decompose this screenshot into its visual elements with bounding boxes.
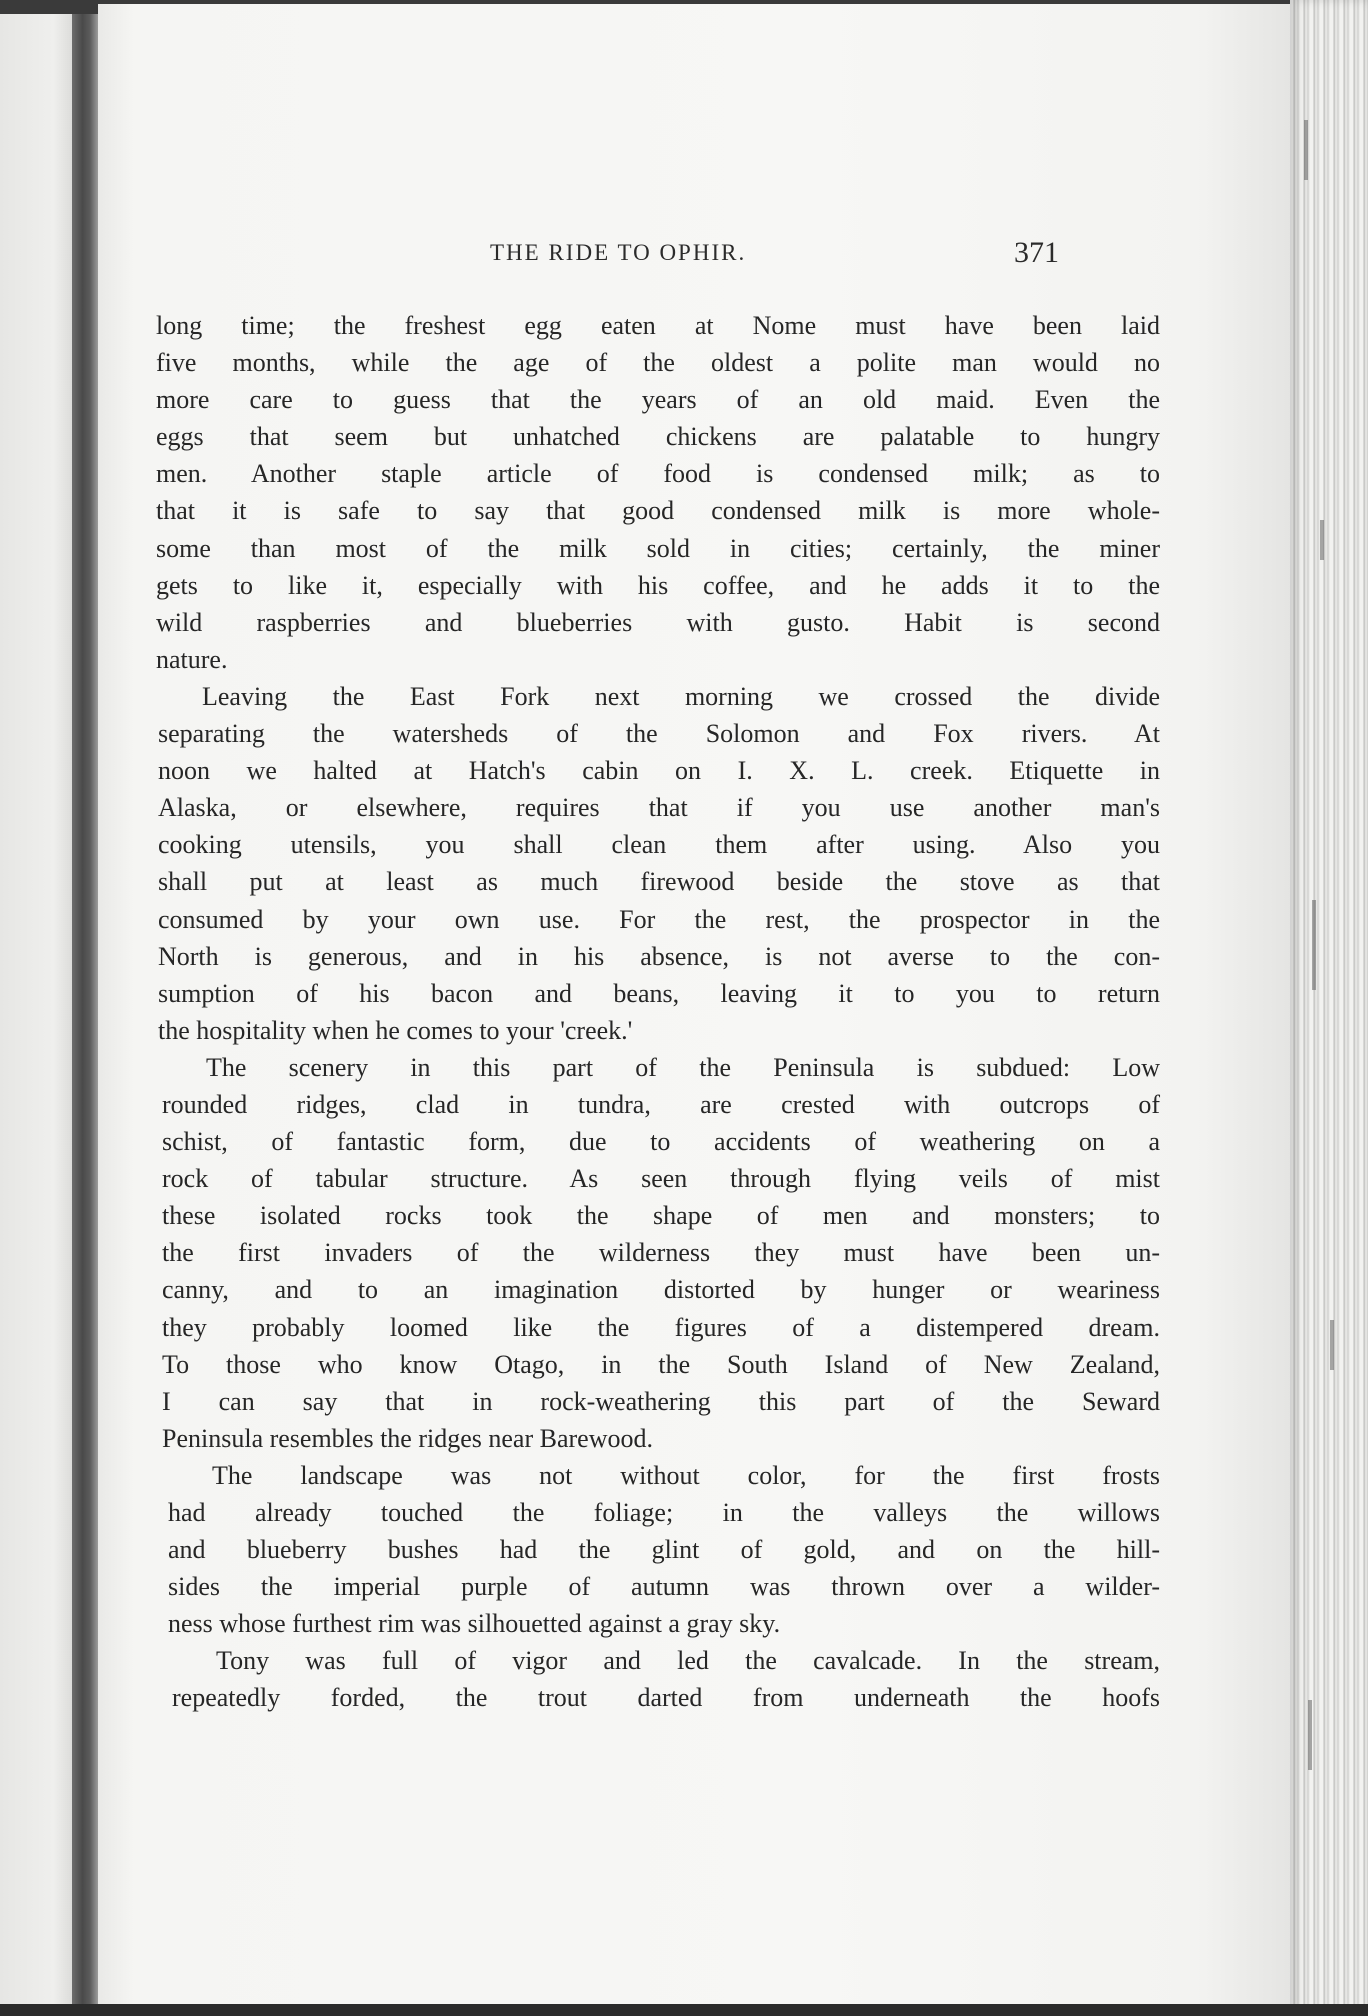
text-line: noon we halted at Hatch's cabin on I. X. L. creek. Etiquette in bbox=[158, 756, 1160, 786]
text-line: and blueberry bushes had the glint of gold, and on the hill- bbox=[168, 1535, 1160, 1565]
text-line: gets to like it, especially with his coffee, and he adds it to the bbox=[156, 570, 1160, 600]
text-line: rock of tabular structure. As seen through flying veils of mist bbox=[162, 1164, 1160, 1194]
text-line: they probably loomed like the figures of a distempered dream. bbox=[162, 1312, 1160, 1342]
text-line: The landscape was not without color, for the first frosts bbox=[212, 1460, 1160, 1490]
text-line: some than most of the milk sold in cities; certainly, the miner bbox=[156, 533, 1160, 563]
text-line: rounded ridges, clad in tundra, are crested with outcrops of bbox=[162, 1089, 1160, 1119]
text-line: the first invaders of the wilderness they must have been un- bbox=[162, 1238, 1160, 1268]
page-number: 371 bbox=[1014, 236, 1059, 269]
text-line: the hospitality when he comes to your 'creek.' bbox=[158, 1015, 633, 1045]
text-line: sumption of his bacon and beans, leaving it to you to return bbox=[158, 978, 1160, 1008]
text-line: these isolated rocks took the shape of men and monsters; to bbox=[162, 1201, 1160, 1231]
paragraph bbox=[168, 1457, 1160, 1642]
text-line: repeatedly forded, the trout darted from underneath the hoofs bbox=[172, 1683, 1160, 1713]
text-line: separating the watersheds of the Solomon and Fox rivers. At bbox=[158, 719, 1160, 749]
text-line: sides the imperial purple of autumn was thrown over a wilder- bbox=[168, 1572, 1160, 1602]
paragraph bbox=[162, 1049, 1160, 1457]
text-line: To those who know Otago, in the South Island of New Zealand, bbox=[162, 1349, 1160, 1379]
text-line: The scenery in this part of the Peninsula is subdued: Low bbox=[206, 1052, 1160, 1082]
paragraph bbox=[158, 678, 1160, 1049]
text-line: five months, while the age of the oldest a polite man would no bbox=[156, 348, 1160, 378]
text-line: wild raspberries and blueberries with gusto. Habit is second bbox=[156, 607, 1160, 637]
text-line: long time; the freshest egg eaten at Nome must have been laid bbox=[156, 311, 1160, 340]
text-line: I can say that in rock-weathering this part of the Seward bbox=[162, 1386, 1160, 1416]
scan-bottom-edge bbox=[0, 2004, 1368, 2016]
text-line: schist, of fantastic form, due to accidents of weathering on a bbox=[162, 1127, 1160, 1157]
text-line: shall put at least as much firewood beside the stove as that bbox=[158, 867, 1160, 897]
text-line: nature. bbox=[156, 644, 228, 674]
text-line: eggs that seem but unhatched chickens are palatable to hungry bbox=[156, 422, 1160, 452]
text-line: Tony was full of vigor and led the cavalcade. In the stream, bbox=[216, 1646, 1160, 1676]
running-head: THE RIDE TO OPHIR. bbox=[490, 240, 747, 265]
text-line: Alaska, or elsewhere, requires that if you use another man's bbox=[158, 793, 1160, 823]
text-line: men. Another staple article of food is condensed milk; as to bbox=[156, 459, 1160, 489]
text-line: consumed by your own use. For the rest, the prospector in the bbox=[158, 904, 1160, 934]
facing-page-edge bbox=[0, 14, 76, 2004]
text-line: canny, and to an imagination distorted by hunger or weariness bbox=[162, 1275, 1160, 1305]
paragraph bbox=[156, 307, 1160, 678]
text-line: Leaving the East Fork next morning we crossed the divide bbox=[202, 681, 1160, 711]
text-line: cooking utensils, you shall clean them after using. Also you bbox=[158, 830, 1160, 860]
text-line: more care to guess that the years of an old maid. Even the bbox=[156, 385, 1160, 415]
page-edges bbox=[1290, 0, 1368, 2016]
paragraph bbox=[172, 1642, 1160, 1716]
text-line: Peninsula resembles the ridges near Barewood. bbox=[162, 1423, 653, 1453]
body-text bbox=[156, 307, 1160, 1717]
text-line: North is generous, and in his absence, is not averse to the con- bbox=[158, 941, 1160, 971]
text-line: ness whose furthest rim was silhouetted against a gray sky. bbox=[168, 1609, 781, 1639]
page-header bbox=[98, 236, 1293, 276]
text-line: had already touched the foliage; in the valleys the willows bbox=[168, 1498, 1160, 1527]
text-line: that it is safe to say that good condensed milk is more whole- bbox=[156, 496, 1160, 526]
book-page bbox=[98, 4, 1293, 2006]
